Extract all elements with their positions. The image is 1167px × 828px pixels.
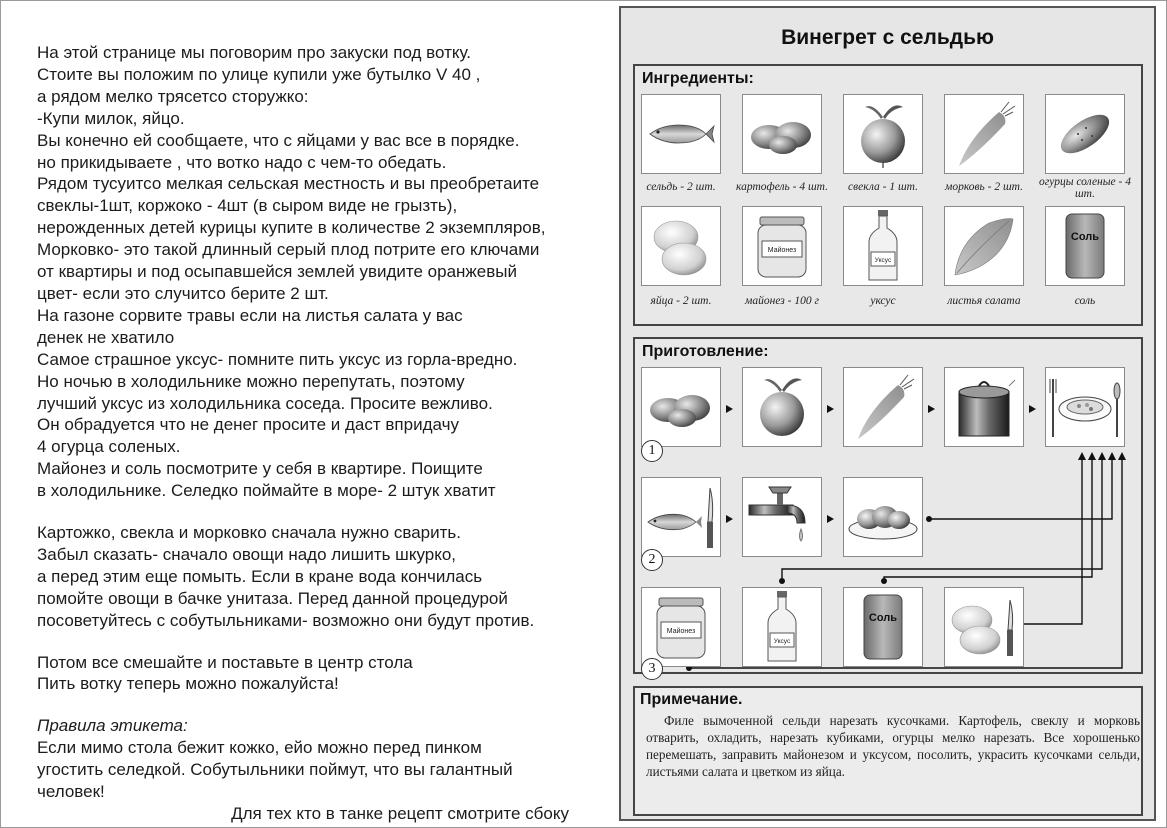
story-line: помойте овощи в бачке унитаза. Перед данной процедурой	[37, 588, 508, 608]
vinegar-bottle-icon	[742, 587, 822, 667]
ingredient-label: морковь - 2 шт.	[945, 181, 1023, 193]
salad-plate-icon	[1045, 367, 1125, 447]
story-line: угостить селедкой. Собутыльники поймут, что вы галантный	[37, 760, 513, 780]
cooking-pot-icon	[944, 367, 1024, 447]
story-line: но прикидываете , что вотко надо с чем-то обедать.	[37, 152, 447, 172]
potato-icon	[641, 367, 721, 447]
story-line: нерожденных детей курицы купите в количестве 2 экземпляров,	[37, 218, 546, 238]
water-tap-icon	[742, 477, 822, 557]
story-text	[37, 42, 617, 825]
mayonnaise-jar-icon	[742, 206, 822, 286]
story-line: цвет- если это случитсо берите 2 шт.	[37, 283, 329, 303]
story-line: а рядом мелко трясетсо сторужко:	[37, 86, 309, 106]
jar-label: Майонез	[666, 628, 696, 635]
jar-label: Майонез	[767, 247, 797, 254]
boiled-vegetables-icon	[843, 477, 923, 557]
bottle-label: Уксус	[874, 257, 892, 264]
vinegar-bottle-icon	[843, 206, 923, 286]
story-line: Стоите вы положим по улице купили уже бутылко V 40 ,	[37, 64, 481, 84]
potato-icon	[742, 94, 822, 174]
story-line: свеклы-1шт, коржоко - 4шт (в сыром виде не грызть),	[37, 196, 458, 216]
salt-box-icon	[843, 587, 923, 667]
mayonnaise-jar-icon	[641, 587, 721, 667]
herring-icon	[641, 94, 721, 174]
story-line: человек!	[37, 782, 105, 802]
arrow-icon	[1029, 405, 1036, 413]
note-text: Филе вымоченной сельди нарезать кусочками. Картофель, свеклу и морковь отварить, охладить, нарезать кубиками, огурцы мелко нарезать. Все хорошенько перемешать, заправить майонезом и уксусом, посолить, украсить кусочками сельди, листьями салата и цветком из яйца.	[646, 713, 1140, 779]
arrow-icon	[827, 405, 834, 413]
note-section	[633, 686, 1143, 816]
story-line: денек не хватило	[37, 327, 175, 347]
carrot-icon	[944, 94, 1024, 174]
story-line: Картожко, свекла и морковко сначала нужно сварить.	[37, 523, 461, 543]
arrow-icon	[827, 515, 834, 523]
salt-label: Соль	[868, 612, 898, 624]
story-line: Морковко- это такой длинный серый плод потрите его ключами	[37, 240, 540, 260]
arrow-icon	[928, 405, 935, 413]
story-line: Если мимо стола бежит кожко, ейо можно перед пинком	[37, 738, 482, 758]
story-line: Потом все смешайте и поставьте в центр стола	[37, 652, 413, 672]
ingredient-label: картофель - 4 шт.	[736, 181, 828, 193]
etiquette-title: Правила этикета:	[37, 716, 188, 736]
arrow-icon	[726, 405, 733, 413]
story-line: в холодильнике. Селедко поймайте в море- 2 штук хватит	[37, 481, 496, 501]
ingredient-label: листья салата	[947, 295, 1021, 307]
step-number: 3	[641, 658, 663, 680]
ingredient-label: свекла - 1 шт.	[848, 181, 918, 193]
story-line: Но ночью в холодильнике можно перепутать, поэтому	[37, 371, 465, 391]
story-line: На этой странице мы поговорим про закуски под вотку.	[37, 43, 472, 62]
story-line: лучший уксус из холодильника соседа. Просите вежливо.	[37, 393, 493, 413]
ingredient-label: майонез - 100 г	[745, 295, 819, 307]
carrot-icon	[843, 367, 923, 447]
story-line: Рядом тусуитсо мелкая сельская местность и вы преобретаите	[37, 174, 540, 194]
story-line: посоветуйтесь с собутыльниками- возможно они будут против.	[37, 610, 535, 630]
note-title: Примечание.	[640, 691, 743, 708]
salt-box-icon	[1045, 206, 1125, 286]
story-line: На газоне сорвите травы если на листья салата у вас	[37, 305, 463, 325]
step-number: 2	[641, 549, 663, 571]
story-line: -Купи милок, яйцо.	[37, 108, 185, 128]
salt-label: Соль	[1070, 231, 1100, 243]
beet-icon	[843, 94, 923, 174]
ingredients-section	[633, 64, 1143, 326]
story-line: Пить вотку теперь можно пожалуйста!	[37, 674, 339, 694]
story-line: Забыл сказать- сначало овощи надо лишить шкурко,	[37, 544, 457, 564]
story-line: Он обрадуется что не денег просите и даст впридачу	[37, 415, 459, 435]
story-line: Вы конечно ей сообщаете, что с яйцами у вас все в порядке.	[37, 130, 520, 150]
story-line: Майонез и соль посмотрите у себя в квартире. Поищите	[37, 459, 483, 479]
ingredient-label: сельдь - 2 шт.	[646, 181, 716, 193]
herring-knife-icon	[641, 477, 721, 557]
pickle-icon	[1045, 94, 1125, 174]
story-line: а перед этим еще помыть. Если в кране вода кончилась	[37, 566, 483, 586]
story-line: 4 огурца соленых.	[37, 437, 181, 457]
preparation-section	[633, 337, 1143, 674]
story-footer: Для тех кто в танке рецепт смотрите сбоку	[231, 804, 569, 823]
beet-icon	[742, 367, 822, 447]
ingredient-label: огурцы соленые - 4 шт.	[1039, 176, 1131, 200]
ingredient-label: уксус	[870, 295, 896, 307]
recipe-panel	[619, 6, 1156, 821]
step-number: 1	[641, 440, 663, 462]
ingredient-label: соль	[1074, 295, 1096, 307]
lettuce-leaf-icon	[944, 206, 1024, 286]
story-line: Самое страшное уксус- помните пить уксус из горла-вредно.	[37, 349, 518, 369]
arrow-icon	[726, 515, 733, 523]
ingredient-label: яйца - 2 шт.	[650, 295, 712, 307]
story-line: от квартиры и под осыпавшейся землей увидите оранжевый	[37, 262, 517, 282]
preparation-title: Приготовление:	[642, 343, 769, 360]
bottle-label: Уксус	[773, 638, 791, 645]
ingredients-title: Ингредиенты:	[642, 70, 754, 87]
eggs-icon	[641, 206, 721, 286]
egg-knife-icon	[944, 587, 1024, 667]
recipe-title: Винегрет с сельдью	[781, 26, 994, 49]
